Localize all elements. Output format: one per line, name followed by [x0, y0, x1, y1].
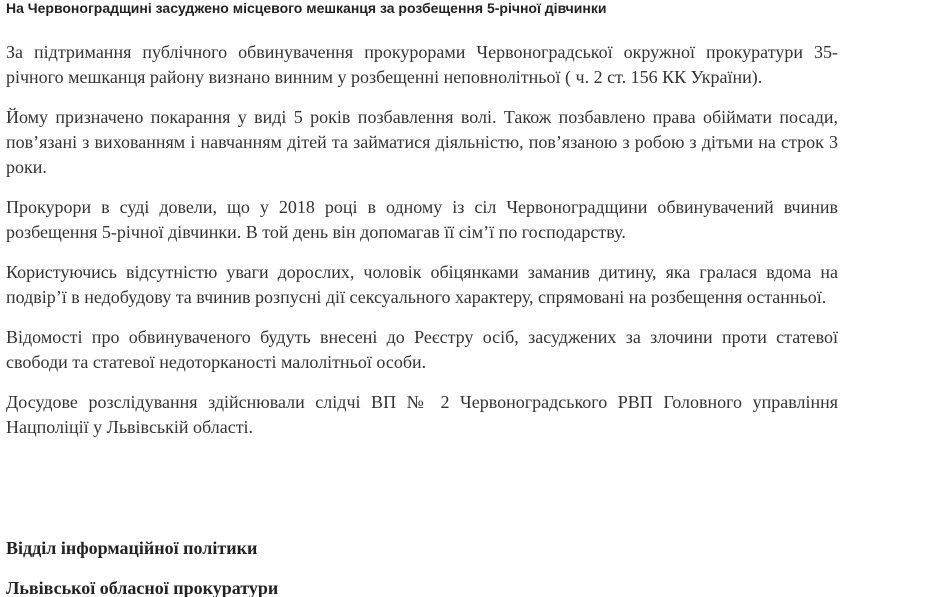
article-paragraph: За підтримання публічного обвинувачення прокурорами Червоноградської окружної прокуратури 35-річного мешканця району визнано винним у розбещенні неповнолітньої ( ч. 2 ст. 156 КК України).: [6, 42, 838, 87]
article-paragraph: Прокурори в суді довели, що у 2018 році в одному із сіл Червоноградщини обвинувачений вчинив розбещення 5-річної дівчинки. В той день він допомагав її сім’ї по господарству.: [6, 197, 838, 242]
article-paragraph: Відомості про обвинуваченого будуть внесені до Реєстру осіб, засуджених за злочини проти статевої свободи та статевої недоторканості малолітньої особи.: [6, 327, 838, 372]
article-paragraph: Користуючись відсутністю уваги дорослих, чоловік обіцянками заманив дитину, яка гралася вдома на подвір’ї в недобудову та вчинив розпусні дії сексуального характеру, спрямовані на розбещення останньої.: [6, 262, 838, 307]
article-headline: На Червоноградщині засуджено місцевого мешканця за розбещення 5-річної дівчинки: [6, 0, 607, 16]
article-paragraph: Йому призначено покарання у виді 5 років позбавлення волі. Також позбавлено права обіймати посади, пов’язані з вихованням і навчанням дітей та займатися діяльністю, пов’язаною з робою з дітьми на строк 3 роки.: [6, 107, 838, 177]
article-paragraph: Досудове розслідування здійснювали слідчі ВП № 2 Червоноградського РВП Головного управління Нацполіції у Львівській області.: [6, 392, 838, 437]
article-body: [6, 40, 838, 455]
signature-department: Відділ інформаційної політики: [6, 538, 258, 558]
signature-organization: Львівської обласної прокуратури: [6, 578, 279, 597]
